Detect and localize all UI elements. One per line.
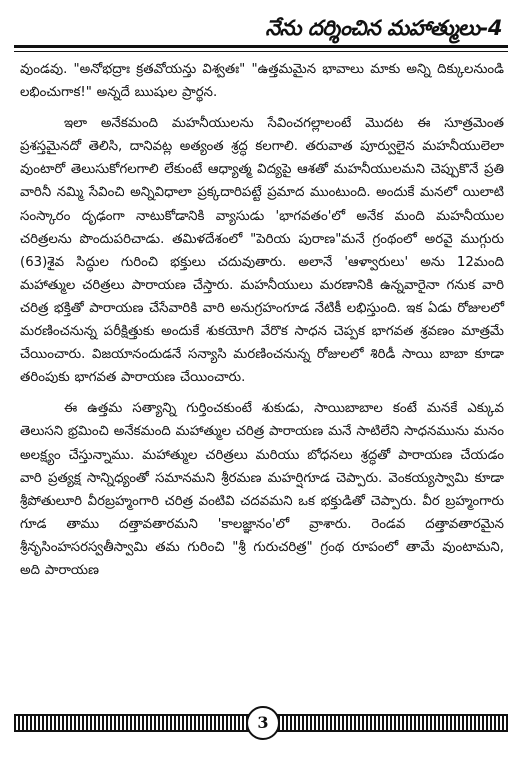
paragraph-2: ఇలా అనేకమంది మహనీయులను సేవించగల్లాలంటే మొదట ఈ సూత్రమెంత ప్రశస్తమైనదో తెలిసి, దానివట్ల అత్యంత శ్రద్ధ కలగాలి. తరువాత పూర్వులైన మహనీయులెలా వుంటారో తెలుసుకోగలగాలి లేకుంటే ఆధ్యాత్మ విద్యపై ఆశతో మహనీయులమని చెప్పుకొనే ప్రతి వారినీ నమ్మి సేవించి అన్నివిధాలా ప్రక్కదారిపట్టే ప్రమాద ముంటుంది. అందుకే మనలో యిలాటి సంస్కారం దృఢంగా నాటుకోడానికి వ్యాసుడు 'భాగవతం'లో అనేక మంది మహనీయుల చరిత్రలను పొందుపరిచాడు. తమిళదేశంలో "పెరియ పురాణ"మనే గ్రంథంలో అరవై ముగ్గురు (63)శైవ సిద్ధుల గురించి భక్తులు చదువుతారు. అలానే 'ఆళ్వారులు' అను 12మంది మహాత్ముల చరిత్రలు పారాయణ చేస్తారు. మహనీయులు మరణానికి ఉన్నవారైనా గనుక వారి చరిత్ర భక్తితో పారాయణ చేసేవారికి వారి అనుగ్రహంగూడ నేటికీ లభిస్తుంది. ఇక ఏడు రోజులలో మరణించనున్న పరీక్షిత్తుకు అందుకే శుకయోగి వేరొక సాధన చెప్పక భాగవత శ్రవణం మాత్రమే చేయించారు. విజయానందుడనే సన్యాసి మరణించనున్న రోజులలో శిరిడీ సాయి బాబా కూడా తరింపుకు భాగవత పారాయణ చేయించారు. [20, 116, 504, 386]
page-footer [14, 706, 508, 746]
body-text [20, 58, 504, 590]
header-title: నేను దర్శించిన మహాత్ములు-4 [265, 16, 502, 40]
header-rule-thin [14, 51, 508, 52]
paragraph-1: వుండవు. "అనోభద్రాః క్రతవోయన్తు విశ్వతః" "ఉత్తమమైన భావాలు మాకు అన్ని దిక్కులనుండి లభించుగాక!" అన్నదే ఋషుల ప్రార్థన. [20, 62, 504, 101]
header-rule [14, 45, 508, 48]
running-header [14, 14, 508, 48]
page-number: 3 [246, 706, 280, 740]
paragraph-3: ఈ ఉత్తమ సత్యాన్ని గుర్తించకుంటే శుకుడు, సాయిబాబాల కంటే మనకే ఎక్కువ తెలుసని భ్రమించి అనేకమంది మహాత్ముల చరిత్ర పారాయణ మనే సాటిలేని సాధనమును మనం అలక్ష్యం చేస్తున్నాము. మహాత్ముల చరిత్రలు మరియు బోధనలు శ్రద్ధతో పారాయణ చేయడం వారి ప్రత్యక్ష సాన్నిధ్యంతో సమానమని శ్రీరమణ మహర్షిగూడ చెప్పారు. వెంకయ్యస్వామి కూడా శ్రీపోతులూరి వీరబ్రహ్మంగారి చరిత్ర వంటివి చదవమని ఒక భక్తుడితో చెప్పారు. వీర బ్రహ్మంగారు గూడ తాము దత్తావతారమని 'కాలజ్ఞానం'లో వ్రాశారు. రెండవ దత్తావతారమైన శ్రీనృసింహసరస్వతీస్వామి తమ గురించి "శ్రీ గురుచరిత్ర" గ్రంథ రూపంలో తామే వుంటామని, అది పారాయణ [20, 401, 504, 578]
